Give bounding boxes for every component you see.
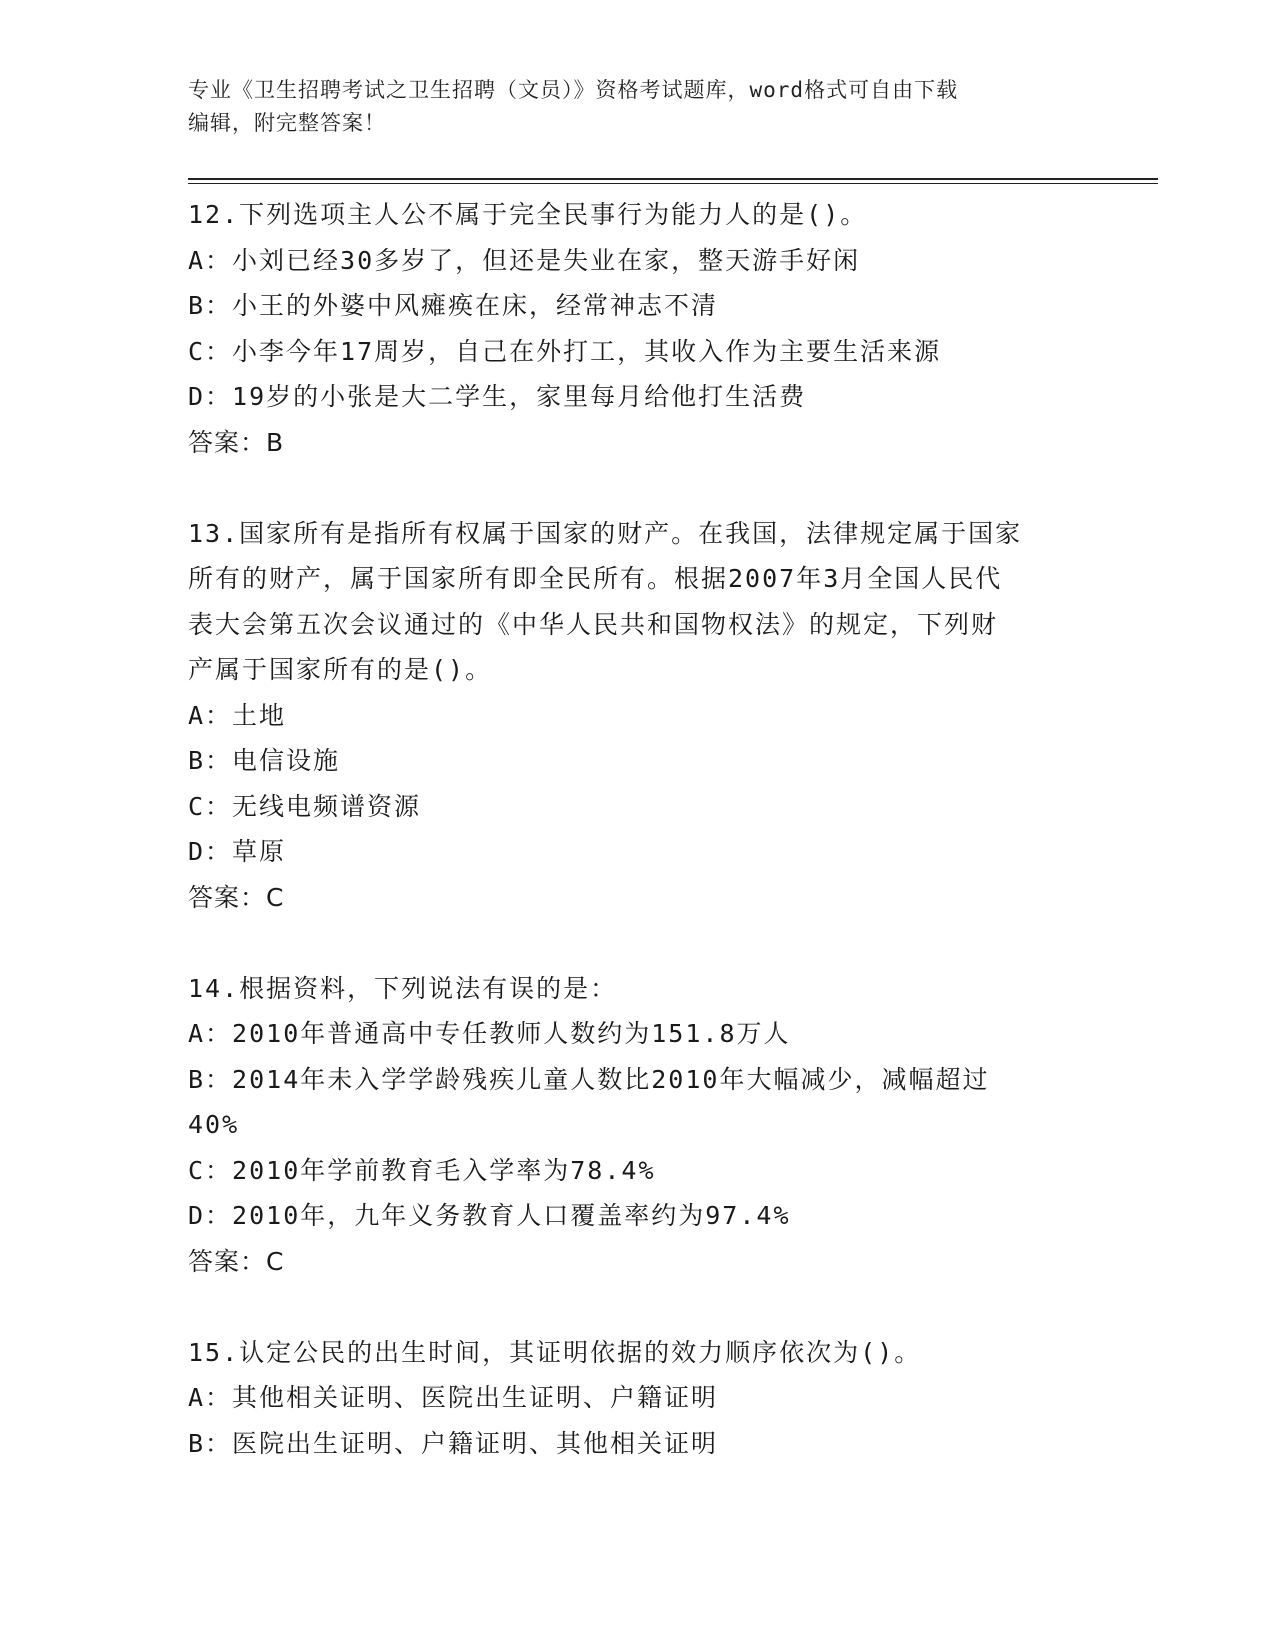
answer: 答案：C [188,1246,285,1276]
option-b-continued: 40% [188,1110,240,1139]
option-a: A：土地 [188,700,287,730]
option-d: D：19岁的小张是大二学生，家里每月给他打生活费 [188,382,807,411]
spacer [188,920,1088,966]
option-a: A：2010年普通高中专任教师人数约为151.8万人 [188,1019,791,1048]
option-b: B：电信设施 [188,746,341,775]
question-stem: 表大会第五次会议通过的《中华人民共和国物权法》的规定，下列财 [188,609,999,639]
header-divider-top [188,178,1158,180]
question-stem: 13.国家所有是指所有权属于国家的财产。在我国，法律规定属于国家 [188,518,1023,548]
question-12 [188,192,1088,465]
header-line-1: 专业《卫生招聘考试之卫生招聘（文员）》资格考试题库，word格式可自由下载 [188,78,959,102]
option-a: A：小刘已经30多岁了，但还是失业在家，整天游手好闲 [188,245,861,275]
option-d: D：2010年，九年义务教育人口覆盖率约为97.4% [188,1201,791,1230]
question-stem: 12.下列选项主人公不属于完全民事行为能力人的是()。 [188,200,868,229]
option-b: B：2014年未入学学龄残疾儿童人数比2010年大幅减少，减幅超过 [188,1064,990,1094]
spacer [188,465,1088,511]
question-stem: 15.认定公民的出生时间，其证明依据的效力顺序依次为()。 [188,1337,922,1367]
question-15 [188,1330,1088,1467]
header-divider-bottom [188,183,1158,184]
question-stem: 14.根据资料，下列说法有误的是： [188,973,618,1003]
spacer [188,1284,1088,1330]
question-13 [188,511,1088,921]
document-header [188,74,1088,140]
option-c: C：无线电频谱资源 [188,791,422,821]
question-14 [188,966,1088,1285]
option-c: C：小李今年17周岁，自己在外打工，其收入作为主要生活来源 [188,336,942,366]
question-stem: 所有的财产，属于国家所有即全民所有。根据2007年3月全国人民代 [188,564,1003,593]
header-line-2: 编辑，附完整答案！ [188,111,386,135]
option-c: C：2010年学前教育毛入学率为78.4% [188,1155,656,1185]
question-list [188,192,1088,1466]
option-b: B：医院出生证明、户籍证明、其他相关证明 [188,1428,719,1458]
answer: 答案：C [188,882,285,912]
answer: 答案：B [188,427,285,457]
question-stem: 产属于国家所有的是()。 [188,655,493,684]
option-a: A：其他相关证明、医院出生证明、户籍证明 [188,1383,719,1412]
option-d: D：草原 [188,837,287,866]
option-b: B：小王的外婆中风瘫痪在床，经常神志不清 [188,291,719,320]
